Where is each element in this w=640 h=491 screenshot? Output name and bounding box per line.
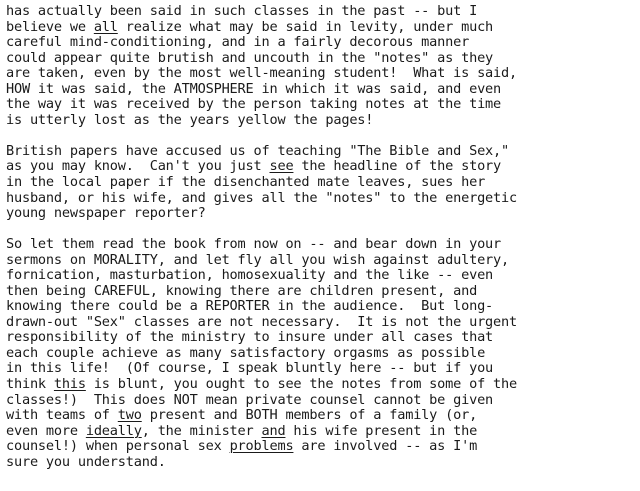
text-segment: British papers have accused us of teaching "The Bible and Sex,"	[6, 142, 510, 159]
text-line	[6, 175, 634, 191]
text-segment: counsel!) when personal sex	[6, 438, 230, 455]
text-line	[6, 455, 634, 471]
text-line	[6, 144, 634, 160]
text-line	[6, 393, 634, 409]
text-line	[6, 424, 634, 440]
text-segment: each couple achieve as many satisfactory orgasms as possible	[6, 344, 486, 361]
text-line	[6, 206, 634, 222]
text-segment: the way it was received by the person taking notes at the time	[6, 96, 502, 113]
underlined-word: and	[261, 422, 286, 439]
text-line	[6, 299, 634, 315]
underlined-word: this	[53, 376, 86, 393]
text-segment: his wife present in the	[285, 422, 478, 439]
text-segment: sermons on MORALITY, and let fly all you wish against adultery,	[6, 251, 510, 268]
text-line	[6, 191, 634, 207]
text-line	[6, 20, 634, 36]
text-segment: sure you understand.	[6, 453, 166, 470]
text-segment: believe we	[6, 18, 94, 35]
text-line	[6, 4, 634, 20]
text-line	[6, 361, 634, 377]
text-line	[6, 284, 634, 300]
text-segment: the headline of the story	[293, 158, 502, 175]
underlined-word: see	[269, 158, 294, 175]
text-segment: are taken, even by the most well-meaning student! What is said,	[6, 65, 517, 82]
paragraph	[6, 237, 634, 470]
text-line	[6, 82, 634, 98]
text-segment: in this life! (Of course, I speak bluntly here -- but if you	[6, 360, 494, 377]
paragraph	[6, 144, 634, 222]
text-line	[6, 408, 634, 424]
underlined-word: problems	[229, 438, 294, 455]
underlined-word: two	[117, 407, 142, 424]
text-segment: with teams of	[6, 407, 118, 424]
text-line	[6, 253, 634, 269]
text-line	[6, 35, 634, 51]
text-line	[6, 268, 634, 284]
text-segment: responsibility of the ministry to insure under all cases that	[6, 329, 494, 346]
text-line	[6, 51, 634, 67]
underlined-word: ideally	[85, 422, 142, 439]
text-segment: are involved -- as I'm	[293, 438, 478, 455]
paragraph	[6, 4, 634, 128]
text-segment: knowing there could be a REPORTER in the audience. But long-	[6, 298, 494, 315]
text-segment: So let them read the book from now on -- and bear down in your	[6, 236, 502, 253]
text-line	[6, 66, 634, 82]
text-segment: has actually been said in such classes in the past -- but I	[6, 3, 478, 19]
text-line	[6, 346, 634, 362]
text-segment: realize what may be said in levity, under much	[117, 18, 494, 35]
text-line	[6, 237, 634, 253]
text-segment: HOW it was said, the ATMOSPHERE in which it was said, and even	[6, 80, 502, 97]
text-line	[6, 159, 634, 175]
text-line	[6, 330, 634, 346]
text-segment: fornication, masturbation, homosexuality and the like -- even	[6, 267, 494, 284]
text-segment: even more	[6, 422, 86, 439]
text-line	[6, 377, 634, 393]
text-segment: could appear quite brutish and uncouth in the "notes" as they	[6, 49, 494, 66]
text-segment: drawn-out "Sex" classes are not necessary. It is not the urgent	[6, 313, 517, 330]
underlined-word: all	[93, 18, 118, 35]
text-segment: careful mind-conditioning, and in a fairly decorous manner	[6, 34, 470, 51]
text-line	[6, 315, 634, 331]
text-line	[6, 439, 634, 455]
text-segment: young newspaper reporter?	[6, 205, 206, 222]
text-segment: then being CAREFUL, knowing there are children present, and	[6, 282, 478, 299]
text-segment: in the local paper if the disenchanted mate leaves, sues her	[6, 173, 486, 190]
text-segment: , the minister	[141, 422, 262, 439]
text-segment: is blunt, you ought to see the notes from some of the	[85, 376, 517, 393]
text-segment: think	[6, 376, 54, 393]
text-line	[6, 113, 634, 129]
text-segment: is utterly lost as the years yellow the pages!	[6, 111, 374, 128]
text-segment: classes!) This does NOT mean private counsel cannot be given	[6, 391, 494, 408]
text-segment: as you may know. Can't you just	[6, 158, 270, 175]
text-segment: husband, or his wife, and gives all the "notes" to the energetic	[6, 189, 517, 206]
text-segment: present and BOTH members of a family (or,	[141, 407, 478, 424]
text-line	[6, 97, 634, 113]
